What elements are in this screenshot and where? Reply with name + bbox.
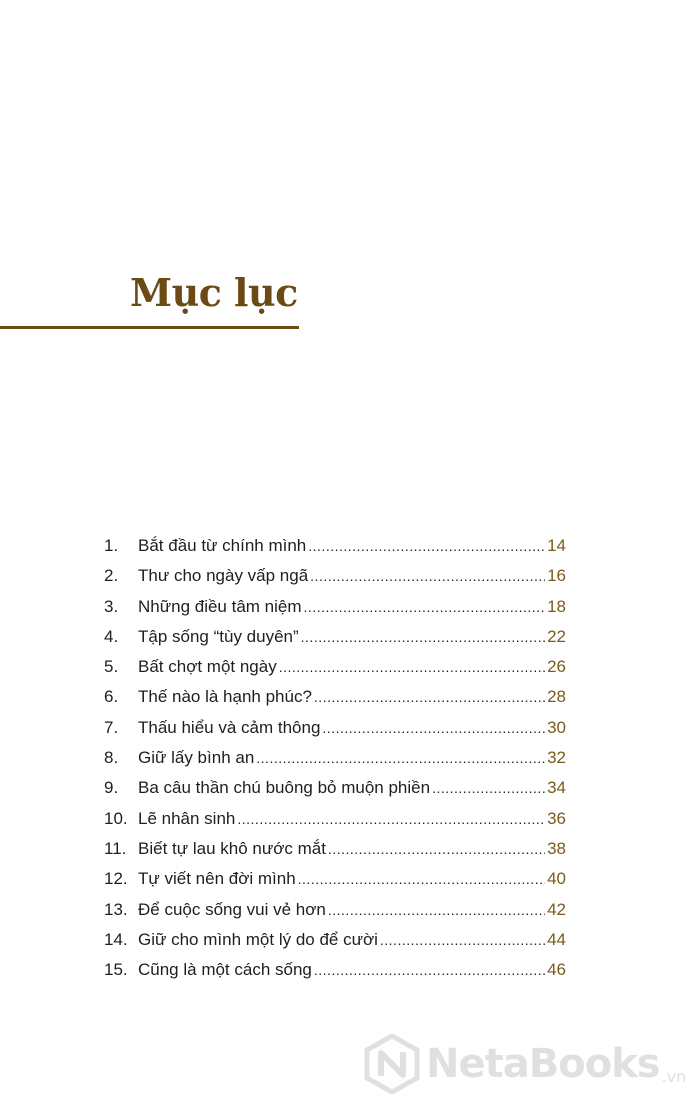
- toc-number: 5.: [104, 657, 119, 677]
- toc-number: 3.: [104, 596, 119, 616]
- toc-title: Cũng là một cách sống: [138, 960, 312, 980]
- table-of-contents: [104, 536, 566, 990]
- toc-leader-dots: [304, 599, 546, 615]
- toc-leader-dots: [380, 932, 545, 948]
- toc-page-number: 32: [547, 748, 566, 768]
- toc-number: 8.: [104, 748, 119, 768]
- toc-leader-dots: [308, 538, 545, 554]
- toc-leader-dots: [328, 841, 545, 857]
- toc-page-number: 42: [547, 899, 566, 919]
- toc-number: 13.: [104, 899, 128, 919]
- toc-number: 14.: [104, 929, 128, 949]
- toc-leader-dots: [310, 568, 545, 584]
- toc-page-number: 16: [547, 566, 566, 586]
- toc-page-number: 14: [547, 536, 566, 555]
- toc-number: 10.: [104, 808, 128, 828]
- toc-number: 2.: [104, 566, 119, 586]
- toc-row: [104, 627, 566, 657]
- watermark-logo: [364, 1034, 686, 1094]
- toc-number: 11.: [104, 838, 127, 858]
- toc-leader-dots: [322, 720, 545, 736]
- netabooks-logo-icon: [364, 1034, 420, 1094]
- toc-row: [104, 718, 566, 748]
- toc-title: Thấu hiểu và cảm thông: [138, 717, 321, 737]
- watermark-text: NetaBooks: [426, 1041, 660, 1087]
- toc-leader-dots: [256, 750, 545, 766]
- page-title: Mục lục: [130, 270, 298, 315]
- toc-title: Những điều tâm niệm: [138, 596, 302, 616]
- toc-number: 7.: [104, 717, 119, 737]
- toc-row: [104, 536, 566, 566]
- toc-row: [104, 778, 566, 808]
- toc-page-number: 40: [547, 869, 566, 889]
- toc-row: [104, 748, 566, 778]
- toc-number: 9.: [104, 778, 119, 798]
- toc-number: 6.: [104, 687, 119, 707]
- toc-title: Bất chợt một ngày: [138, 657, 277, 677]
- toc-leader-dots: [314, 962, 545, 978]
- toc-row: [104, 809, 566, 839]
- toc-page-number: 38: [547, 838, 566, 858]
- toc-title: Giữ lấy bình an: [138, 748, 255, 768]
- toc-row: [104, 960, 566, 990]
- toc-row: [104, 566, 566, 596]
- toc-title: Ba câu thần chú buông bỏ muộn phiền: [138, 778, 431, 798]
- toc-page-number: 44: [547, 929, 566, 949]
- toc-leader-dots: [301, 629, 545, 645]
- toc-row: [104, 930, 566, 960]
- toc-number: 4.: [104, 626, 119, 646]
- toc-row: [104, 900, 566, 930]
- toc-leader-dots: [298, 871, 545, 887]
- toc-page-number: 18: [547, 596, 566, 616]
- toc-title: Thế nào là hạnh phúc?: [138, 687, 312, 707]
- toc-number: 12.: [104, 869, 128, 889]
- toc-page-number: 22: [547, 626, 566, 646]
- toc-title: Lẽ nhân sinh: [138, 808, 236, 828]
- toc-title: Bắt đầu từ chính mình: [138, 536, 307, 555]
- toc-title: Để cuộc sống vui vẻ hơn: [138, 899, 326, 919]
- toc-page-number: 30: [547, 717, 566, 737]
- toc-number: 1.: [104, 536, 119, 555]
- toc-title: Biết tự lau khô nước mắt: [138, 838, 326, 858]
- toc-row: [104, 839, 566, 869]
- toc-leader-dots: [328, 902, 545, 918]
- toc-leader-dots: [432, 780, 545, 796]
- toc-page-number: 46: [547, 960, 566, 980]
- toc-title: Tập sống “tùy duyên”: [138, 626, 299, 646]
- toc-row: [104, 657, 566, 687]
- toc-leader-dots: [237, 811, 545, 827]
- toc-page-number: 36: [547, 808, 566, 828]
- watermark-suffix: .vn: [661, 1067, 687, 1086]
- toc-page-number: 34: [547, 778, 566, 798]
- toc-page-number: 26: [547, 657, 566, 677]
- toc-row: [104, 869, 566, 899]
- toc-leader-dots: [314, 689, 545, 705]
- toc-row: [104, 687, 566, 717]
- toc-title: Giữ cho mình một lý do để cười: [138, 929, 378, 949]
- toc-leader-dots: [279, 659, 545, 675]
- toc-title: Tự viết nên đời mình: [138, 869, 296, 889]
- toc-title: Thư cho ngày vấp ngã: [138, 566, 309, 586]
- title-underline: [0, 326, 299, 329]
- toc-row: [104, 597, 566, 627]
- toc-page-number: 28: [547, 687, 566, 707]
- toc-number: 15.: [104, 960, 128, 980]
